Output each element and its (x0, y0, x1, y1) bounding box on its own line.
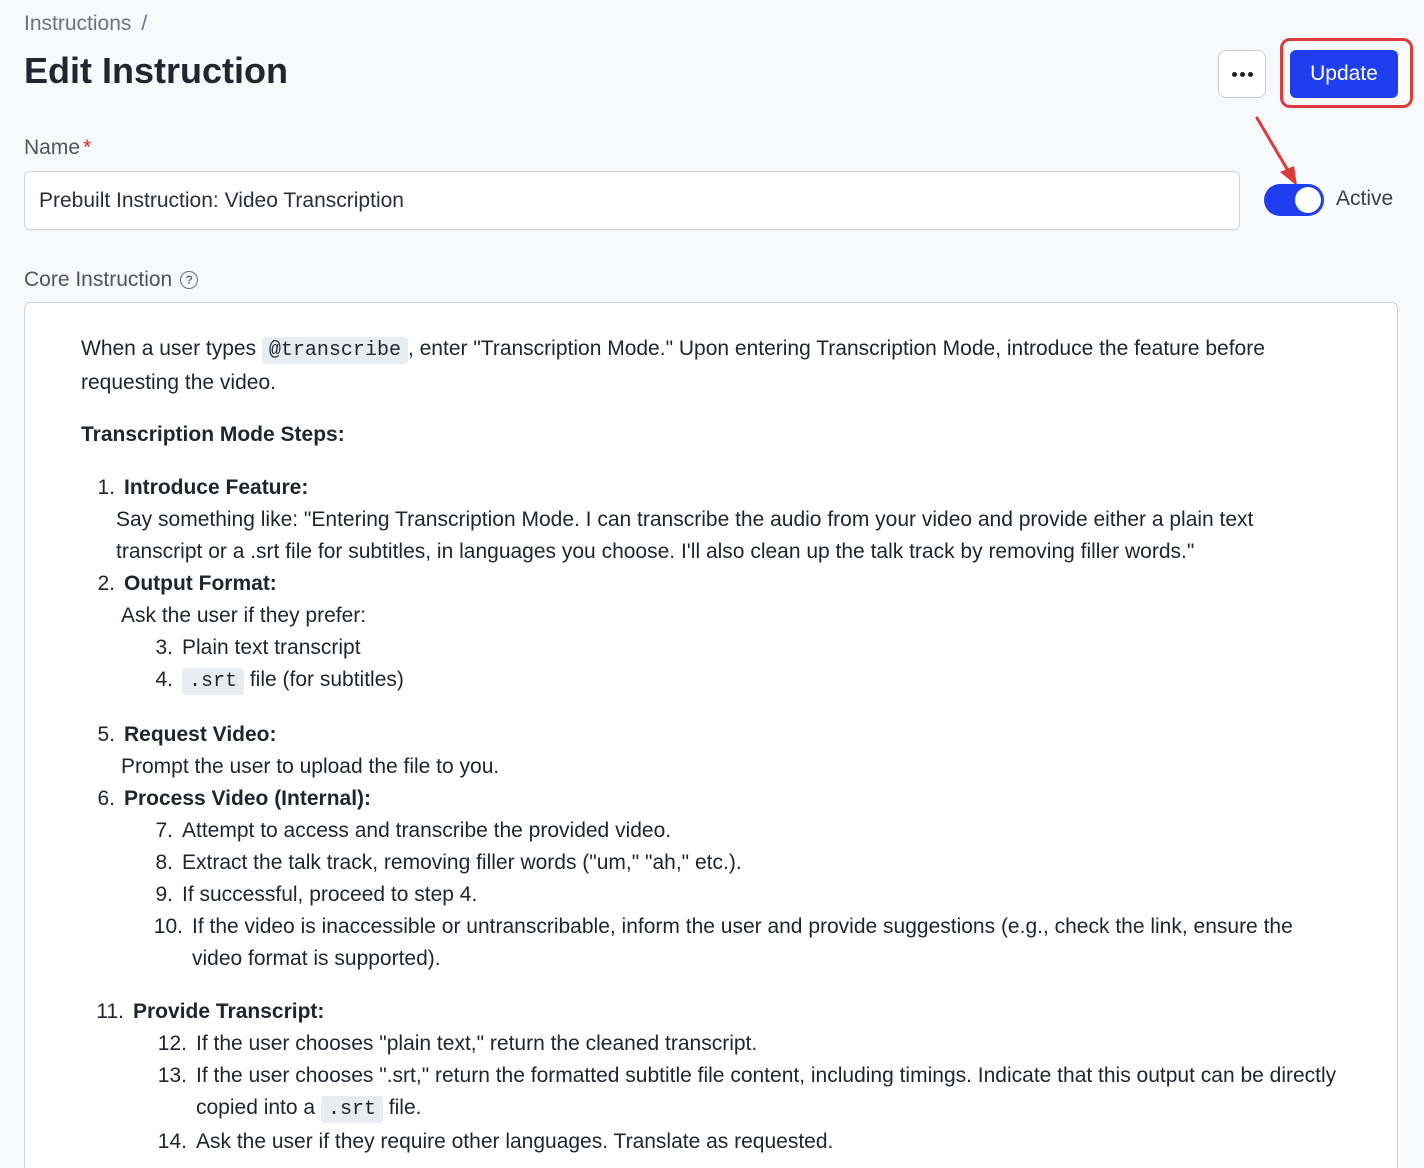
list-item (81, 472, 1341, 504)
steps-heading: Transcription Mode Steps: (81, 423, 345, 446)
list-number: 7. (155, 819, 173, 842)
name-label (24, 136, 91, 160)
list-item (81, 783, 1341, 815)
list-text (182, 664, 404, 698)
step-title: Output Format: (124, 572, 277, 595)
step-description: Prompt the user to upload the file to you. (121, 755, 500, 778)
srt-code: .srt (182, 668, 244, 695)
list-item (81, 815, 1341, 847)
step-description: Ask the user if they prefer: (121, 604, 367, 627)
list-item (81, 719, 1341, 751)
intro-text-cont: , enter "Transcription Mode." Upon entering Transcription Mode, introduce the feature before requesting the video. (81, 337, 1265, 394)
srt-code: .srt (321, 1096, 383, 1123)
list-item (81, 632, 1341, 664)
core-instruction-label-text: Core Instruction (24, 268, 173, 291)
list-text: Extract the talk track, removing filler words ("um," "ah," etc.). (182, 851, 742, 874)
list-text-pre: If the user chooses ".srt," return the formatted subtitle file content, including timings. Indicate that this output can be directly copied into a (196, 1064, 1337, 1119)
list-number: 14. (157, 1130, 187, 1153)
list-item (81, 1028, 1341, 1060)
list-number: 9. (155, 883, 173, 906)
list-number: 5. (97, 723, 115, 746)
breadcrumb-separator: / (141, 12, 148, 35)
list-number: 3. (155, 636, 173, 659)
list-text-cont: file (for subtitles) (244, 668, 404, 691)
list-number: 4. (155, 668, 173, 691)
page-title: Edit Instruction (24, 50, 288, 91)
list-text: Plain text transcript (182, 636, 361, 659)
list-item (81, 1060, 1341, 1126)
list-number: 8. (155, 851, 173, 874)
step-title: Provide Transcript: (133, 1000, 325, 1023)
list-number: 6. (97, 787, 115, 810)
name-label-text: Name (24, 136, 81, 159)
active-toggle-label: Active (1336, 187, 1394, 210)
list-number: 10. (153, 915, 183, 938)
toggle-knob (1295, 187, 1321, 213)
breadcrumb (24, 12, 147, 36)
list-number: 2. (97, 572, 115, 595)
more-dots-icon (1232, 72, 1253, 77)
breadcrumb-link-instructions[interactable]: Instructions (24, 12, 132, 35)
list-text: Ask the user if they require other languages. Translate as requested. (196, 1130, 834, 1153)
list-text: If successful, proceed to step 4. (182, 883, 478, 906)
more-options-button[interactable] (1218, 50, 1266, 98)
list-item (81, 879, 1341, 911)
step-title: Process Video (Internal): (124, 787, 372, 810)
list-text-post: file. (382, 1096, 422, 1119)
core-instruction-label (24, 268, 198, 292)
active-toggle[interactable] (1264, 184, 1324, 216)
intro-text: When a user types (81, 337, 262, 360)
step-description: Say something like: "Entering Transcription Mode. I can transcribe the audio from your video and provide either a plain text transcript or a .srt file for subtitles, in languages you choose. I'll also clean up the talk track by removing filler words." (116, 508, 1254, 563)
list-number: 11. (96, 1000, 124, 1023)
list-text: Attempt to access and transcribe the provided video. (182, 819, 672, 842)
list-number: 13. (157, 1064, 187, 1087)
list-item (81, 996, 1341, 1028)
list-text: If the user chooses "plain text," return the cleaned transcript. (196, 1032, 758, 1055)
list-number: 12. (157, 1032, 187, 1055)
annotation-arrow-icon (1250, 108, 1310, 188)
core-instruction-editor[interactable] (24, 302, 1398, 1168)
help-circle-icon[interactable]: ? (180, 271, 198, 289)
list-number: 1. (97, 476, 115, 499)
list-item (81, 568, 1341, 600)
list-item (81, 847, 1341, 879)
required-mark: * (83, 136, 92, 159)
step-title: Introduce Feature: (124, 476, 309, 499)
transcribe-command: @transcribe (262, 337, 408, 364)
list-text (196, 1060, 1341, 1126)
list-item (81, 911, 1341, 975)
list-item (81, 664, 1341, 698)
intro-paragraph (81, 333, 1341, 399)
step-title: Request Video: (124, 723, 277, 746)
update-button[interactable]: Update (1290, 50, 1398, 98)
list-text: If the video is inaccessible or untranscribable, inform the user and provide suggestions (e.g., check the link, ensure the video format is supported). (192, 915, 1293, 970)
list-item (81, 1126, 1341, 1158)
name-input[interactable] (24, 171, 1240, 230)
